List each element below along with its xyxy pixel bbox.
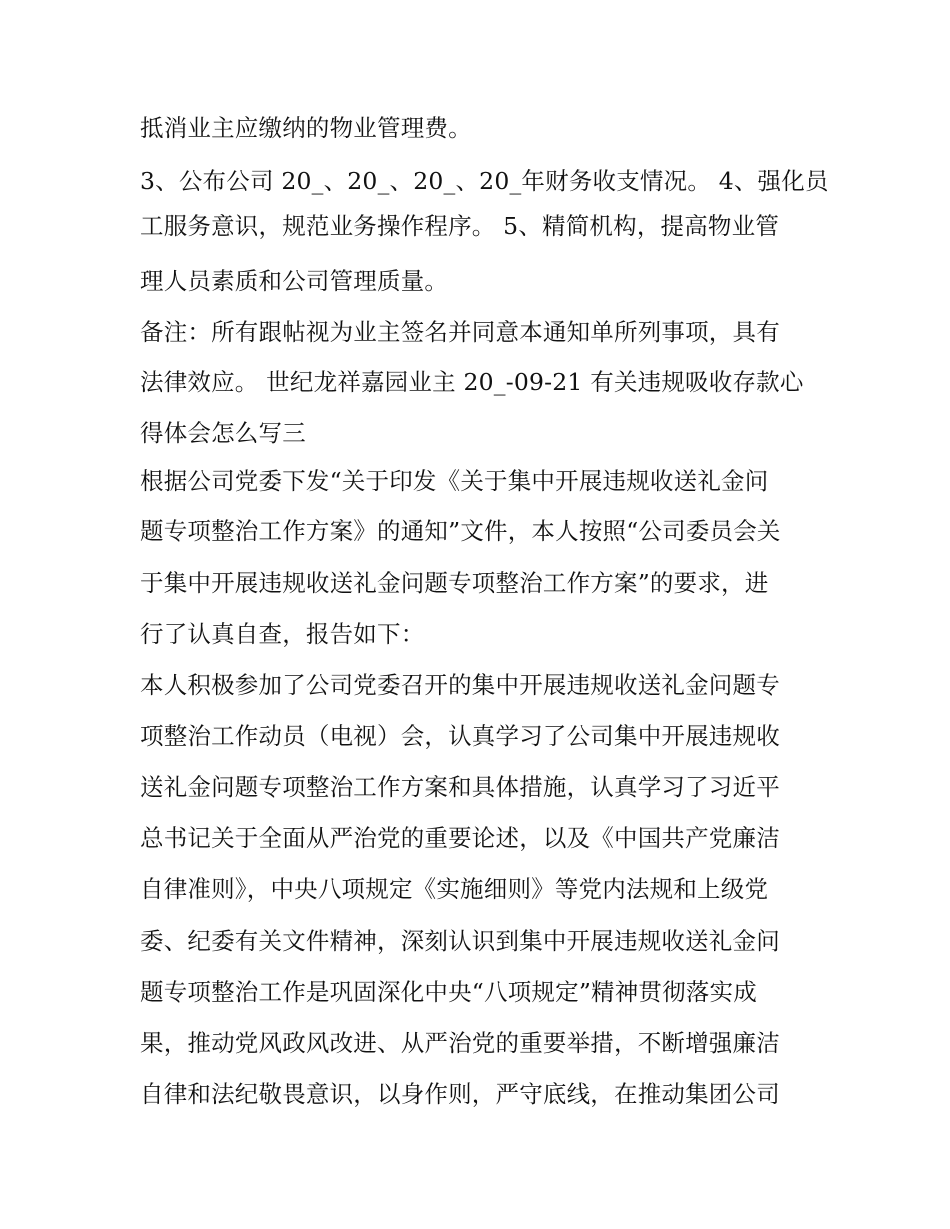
text-line: 于集中开展违规收送礼金问题专项整治工作方案”的要求，进 [140, 569, 769, 597]
text-line: 工服务意识，规范业务操作程序。 5、精简机构，提高物业管 [140, 212, 780, 240]
text-line: 行了认真自查，报告如下： [140, 620, 425, 648]
text-line: 题专项整治工作方案》的通知”文件，本人按照“公司委员会关 [140, 517, 781, 545]
text-line: 项整治工作动员（电视）会，认真学习了公司集中开展违规收 [140, 722, 780, 750]
text-line: 自律和法纪敬畏意识，以身作则，严守底线，在推动集团公司 [140, 1080, 780, 1108]
text-line: 题专项整治工作是巩固深化中央“八项规定”精神贯彻落实成 [140, 978, 757, 1006]
text-line: 委、纪委有关文件精神，深刻认识到集中开展违规收送礼金问 [140, 927, 780, 955]
text-line: 3、公布公司 20_、20_、20_、20_年财务收支情况。 4、强化员 [140, 167, 829, 195]
text-line: 得体会怎么写三 [140, 419, 306, 447]
text-line: 备注：所有跟帖视为业主签名并同意本通知单所列事项，具有 [140, 318, 780, 346]
text-line: 本人积极参加了公司党委召开的集中开展违规收送礼金问题专 [140, 671, 780, 699]
text-line: 果，推动党风政风改进、从严治党的重要举措，不断增强廉洁 [140, 1029, 780, 1057]
text-line: 总书记关于全面从严治党的重要论述，以及《中国共产党廉洁 [140, 824, 780, 852]
text-line: 送礼金问题专项整治工作方案和具体措施，认真学习了习近平 [140, 773, 780, 801]
text-line: 理人员素质和公司管理质量。 [140, 267, 449, 295]
text-line: 法律效应。 世纪龙祥嘉园业主 20_-09-21 有关违规吸收存款心 [140, 368, 804, 396]
text-line: 根据公司党委下发“关于印发《关于集中开展违规收送礼金问 [140, 467, 769, 495]
text-line: 抵消业主应缴纳的物业管理费。 [140, 114, 472, 142]
text-line: 自律准则》，中央八项规定《实施细则》等党内法规和上级党 [140, 875, 769, 903]
